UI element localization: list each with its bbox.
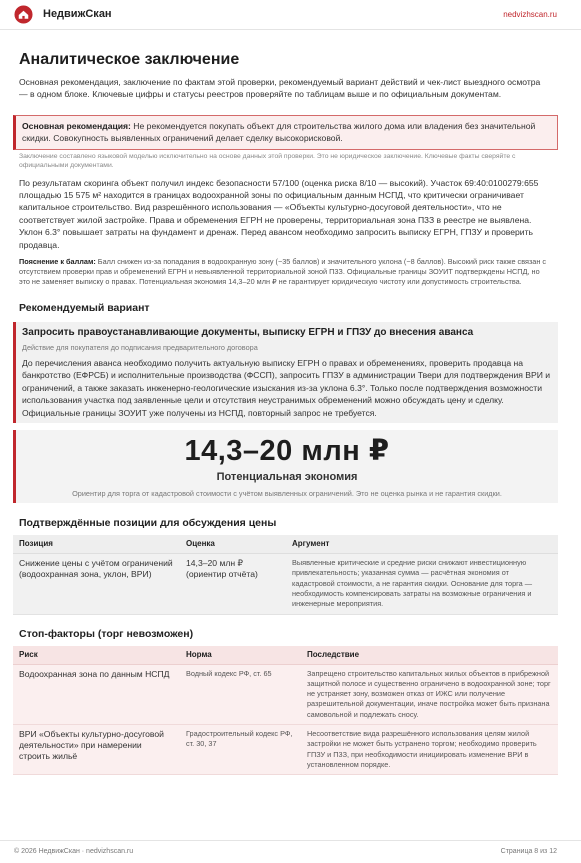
main-recommendation xyxy=(13,115,558,150)
column-header: Последствие xyxy=(301,646,558,665)
score-note xyxy=(19,257,549,287)
table-row xyxy=(13,664,558,724)
recommended-variant-card xyxy=(13,322,558,423)
column-header: Аргумент xyxy=(286,535,558,554)
savings-card xyxy=(13,430,558,503)
table-row xyxy=(13,554,558,614)
brand-name: НедвижСкан xyxy=(43,8,112,20)
variant-subtitle: Действие для покупателя до подписания предварительного договора xyxy=(22,343,258,353)
page-title: Аналитическое заключение xyxy=(19,51,240,68)
page-header xyxy=(0,0,581,30)
recommendation-label: Основная рекомендация: xyxy=(22,120,131,131)
column-header: Риск xyxy=(13,646,180,665)
page-footer xyxy=(0,840,581,863)
table-header-row xyxy=(13,646,558,665)
argument-cell: Выявленные критические и средние риски снижают инвестиционную привлекательность; указанная сумма — расчётная экономия от кадастровой стоимости, а не гарантия скидки. Основание для торга — необходимость компенсировать затраты на возможные ограничения и инженерные мероприятия. xyxy=(286,554,558,614)
savings-value: 14,3–20 млн ₽ xyxy=(184,435,390,468)
recommendation-text: Не рекомендуется покупать объект для строительства жилого дома или владения без значительной скидки. Совокупность выявленных ограничений делает сделку высокорисковой. xyxy=(22,120,536,144)
estimate-cell: 14,3–20 млн ₽ (ориентир отчёта) xyxy=(180,554,286,614)
page-number: Страница 8 из 12 xyxy=(500,848,557,855)
norm-cell: Водный кодекс РФ, ст. 65 xyxy=(180,664,301,724)
savings-note: Ориентир для торга от кадастровой стоимости с учётом выявленных ограничений. Это не оценка рынка и не гарантия скидки. xyxy=(72,489,502,499)
score-note-text: Балл снижен из-за попадания в водоохранную зону (−35 баллов) и значительного уклона (−8 баллов). Высокий риск также связан с отсутствием проверки прав и обременений ЕГРН и невыявленной территориальной зоной П3З. Официальные границы ЗОУИТ подтверждены НСПД, но это не заменяет выписку о правах. Потенциальная экономия 14,3–20 млн ₽ не гарантирует юридическую чистоту или допустимость строительства. xyxy=(19,257,547,287)
position-cell: Снижение цены с учётом ограничений (водоохранная зона, уклон, ВРИ) xyxy=(13,554,180,614)
intro-text: Основная рекомендация, заключение по фактам этой проверки, рекомендуемый вариант действий и чек-лист выездного осмотра — в одном блоке. Ключевые цифры и статусы реестров проверяйте по таблицам выше и по официальным документам. xyxy=(19,77,541,100)
footer-copyright: © 2026 НедвижСкан · nedvizhscan.ru xyxy=(14,848,134,855)
risk-cell: ВРИ «Объекты культурно-досуговой деятельности» при намерении строить жильё xyxy=(13,725,180,775)
disclaimer: Заключение составлено языковой моделью исключительно на основе данных этой проверки. Это не юридическое заключение. Ключевые факты сверяйте с официальными документами. xyxy=(19,152,516,169)
savings-label: Потенциальная экономия xyxy=(216,471,358,484)
variant-title: Запросить правоустанавливающие документы, выписку ЕГРН и ГПЗУ до внесения аванса xyxy=(22,327,474,339)
table-row xyxy=(13,725,558,775)
conclusion-text: По результатам скоринга объект получил индекс безопасности 57/100 (оценка риска 8/10 — высокий). Участок 69:40:0100279:655 площадью 15 575 м² находится в границах водоохранной зоны по официальным данным НСПД, что критически ограничивает капитальное строительство. Вид разрешённого использования — «Объекты культурно-досуговой деятельности», что не соответствует жилой застройке. Права и обременения ЕГРН не проверены, территориальная зона П3З в реестре не выявлена. Уклон 6.3° повышает затраты на фундамент и дренаж. Перед авансом необходимо запросить выписку ЕГРН, ГПЗУ и проверить продавца. xyxy=(19,177,539,250)
variant-heading: Рекомендуемый вариант xyxy=(19,302,150,315)
positions-heading: Подтверждённые позиции для обсуждения цены xyxy=(19,517,277,530)
table-header-row xyxy=(13,535,558,554)
column-header: Оценка xyxy=(180,535,286,554)
stop-factors-heading: Стоп-факторы (торг невозможен) xyxy=(19,627,194,640)
site-link[interactable]: nedvizhscan.ru xyxy=(503,10,557,19)
variant-text: До перечисления аванса необходимо получить актуальную выписку ЕГРН о правах и обременениях, проверить продавца на банкротство (ЕФРСБ) и исполнительные производства (ФССП), запросить ГПЗУ в администрации Твери для подтверждения ВРИ и ограничений, а также заказать инженерно-геологические изыскания из-за уклона 6.3°. Только после подтверждения возможности использования участка под заявленные цели и отсутствия неустранимых обременений можно обсуждать цену и сделку. Официальные границы ЗОУИТ уже получены из НСПД, повторный запрос не требуется. xyxy=(22,358,551,418)
column-header: Позиция xyxy=(13,535,180,554)
consequence-cell: Запрещено строительство капитальных жилых объектов в прибрежной защитной полосе и существенно ограничено в водоохранной зоне; торг не устраняет зону, возможен отказ от ИЖС или получение разрешительной документации, иначе постройка может быть признана самовольной и подлежать сносу. xyxy=(301,664,558,724)
consequence-cell: Несоответствие вида разрешённого использования целям жилой застройки не может быть устранено торгом; необходимо проверить ГПЗУ и П3З, при необходимости инициировать изменение ВРИ в установленном порядке. xyxy=(301,725,558,775)
risk-cell: Водоохранная зона по данным НСПД xyxy=(13,664,180,724)
report-content xyxy=(13,50,558,775)
positions-table xyxy=(13,535,558,614)
column-header: Норма xyxy=(180,646,301,665)
score-note-label: Пояснение к баллам: xyxy=(19,257,96,267)
norm-cell: Градостроительный кодекс РФ, ст. 30, 37 xyxy=(180,725,301,775)
house-logo-icon xyxy=(14,5,33,24)
stop-factors-table xyxy=(13,646,558,776)
